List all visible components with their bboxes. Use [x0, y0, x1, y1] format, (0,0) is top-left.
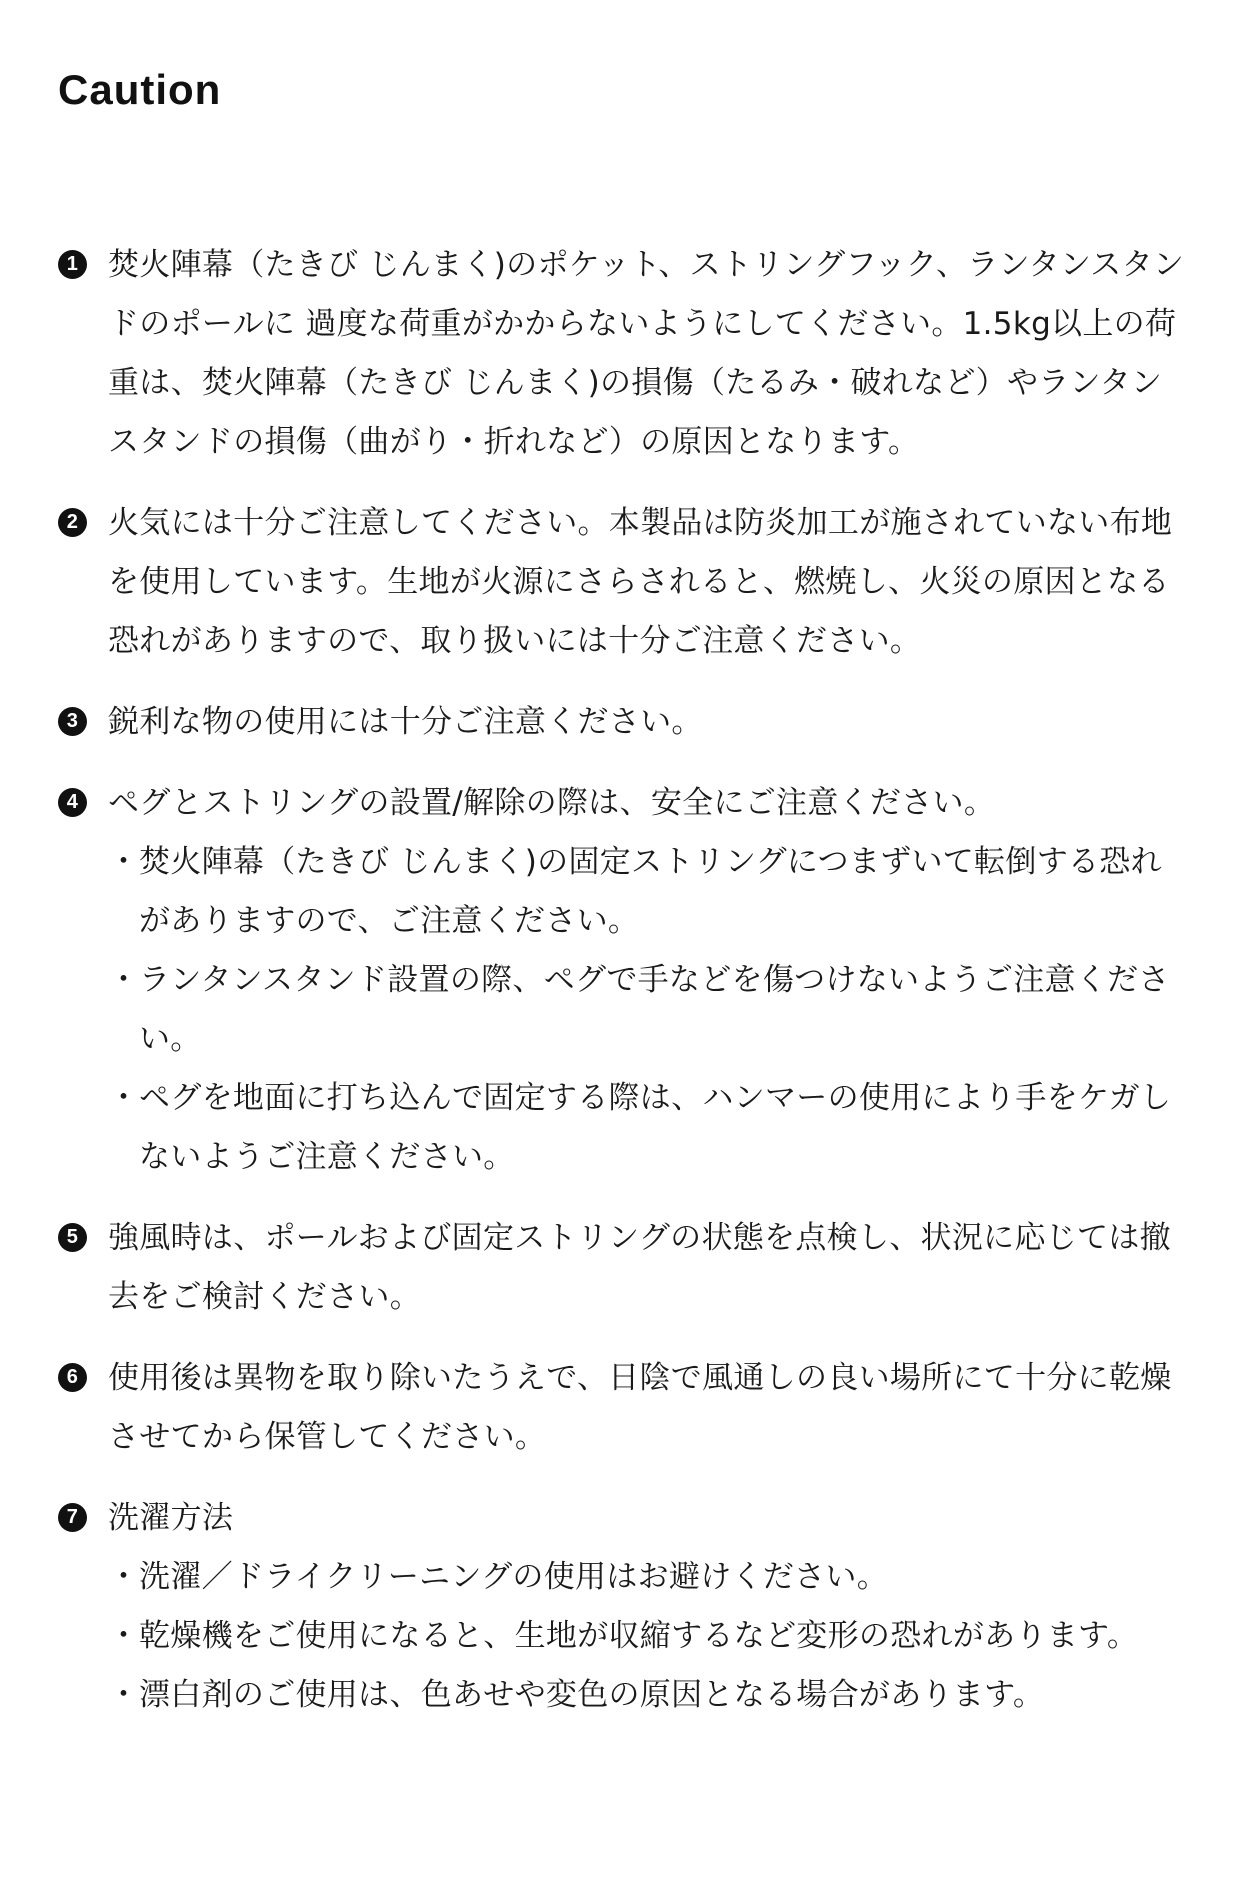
bullet-dot: ・: [108, 1559, 140, 1595]
caution-item-3: [58, 693, 1188, 752]
sub-item-text: 漂白剤のご使用は、色あせや変色の原因となる場合があります。: [139, 1677, 1045, 1713]
bullet-dot: ・: [108, 962, 140, 998]
sub-list: [108, 833, 1188, 1187]
sub-item: [108, 1666, 1188, 1725]
bullet-dot: ・: [108, 844, 140, 880]
caution-item-4: [58, 774, 1188, 1187]
bullet-dot: ・: [108, 1618, 140, 1654]
sub-item-text: 焚火陣幕（たきび じんまく)の固定ストリングにつまずいて転倒する恐れがありますので、ご注意ください。: [139, 844, 1162, 939]
sub-item: [108, 1069, 1188, 1187]
bullet-dot: ・: [108, 1080, 140, 1116]
number-badge: 2: [58, 508, 87, 537]
caution-text: 火気には十分ご注意してください。本製品は防炎加工が施されていない布地を使用しています。生地が火源にさらされると、燃焼し、火災の原因となる恐れがありますので、取り扱いには十分ご注意ください。: [108, 505, 1173, 659]
sub-item: [108, 951, 1188, 1069]
sub-item-text: ペグを地面に打ち込んで固定する際は、ハンマーの使用により手をケガしないようご注意ください。: [139, 1080, 1172, 1175]
sub-item-text: ランタンスタンド設置の際、ペグで手などを傷つけないようご注意ください。: [139, 962, 1170, 1057]
sub-item-text: 洗濯／ドライクリーニングの使用はお避けください。: [139, 1559, 889, 1595]
caution-item-5: [58, 1209, 1188, 1327]
caution-item-6: [58, 1349, 1188, 1467]
sub-item: [108, 833, 1188, 951]
caution-item-1: [58, 236, 1188, 472]
number-badge: 6: [58, 1363, 87, 1392]
caution-item-2: [58, 494, 1188, 671]
sub-item-text: 乾燥機をご使用になると、生地が収縮するなど変形の恐れがあります。: [139, 1618, 1139, 1654]
number-badge: 7: [58, 1503, 87, 1532]
sub-item: [108, 1548, 1188, 1607]
caution-item-7: [58, 1489, 1188, 1725]
sub-item: [108, 1607, 1188, 1666]
caution-text: 洗濯方法: [108, 1500, 234, 1536]
bullet-dot: ・: [108, 1677, 140, 1713]
page-title: Caution: [58, 66, 222, 113]
caution-text: 使用後は異物を取り除いたうえで、日陰で風通しの良い場所にて十分に乾燥させてから保管してください。: [108, 1360, 1172, 1455]
caution-text: 焚火陣幕（たきび じんまく)のポケット、ストリングフック、ランタンスタンドのポールに 過度な荷重がかからないようにしてください。1.5kg以上の荷重は、焚火陣幕（たきび じんまく)の損傷（たるみ・破れなど）やランタンスタンドの損傷（曲がり・折れなど）の原因となります。: [108, 247, 1185, 460]
number-badge: 3: [58, 707, 87, 736]
sub-list: [108, 1548, 1188, 1725]
number-badge: 1: [58, 250, 87, 279]
caution-text: ペグとストリングの設置/解除の際は、安全にご注意ください。: [108, 785, 996, 821]
caution-text: 鋭利な物の使用には十分ご注意ください。: [108, 704, 703, 740]
number-badge: 4: [58, 788, 87, 817]
caution-text: 強風時は、ポールおよび固定ストリングの状態を点検し、状況に応じては撤去をご検討ください。: [108, 1220, 1171, 1315]
number-badge: 5: [58, 1223, 87, 1252]
caution-list: [58, 236, 1188, 1747]
